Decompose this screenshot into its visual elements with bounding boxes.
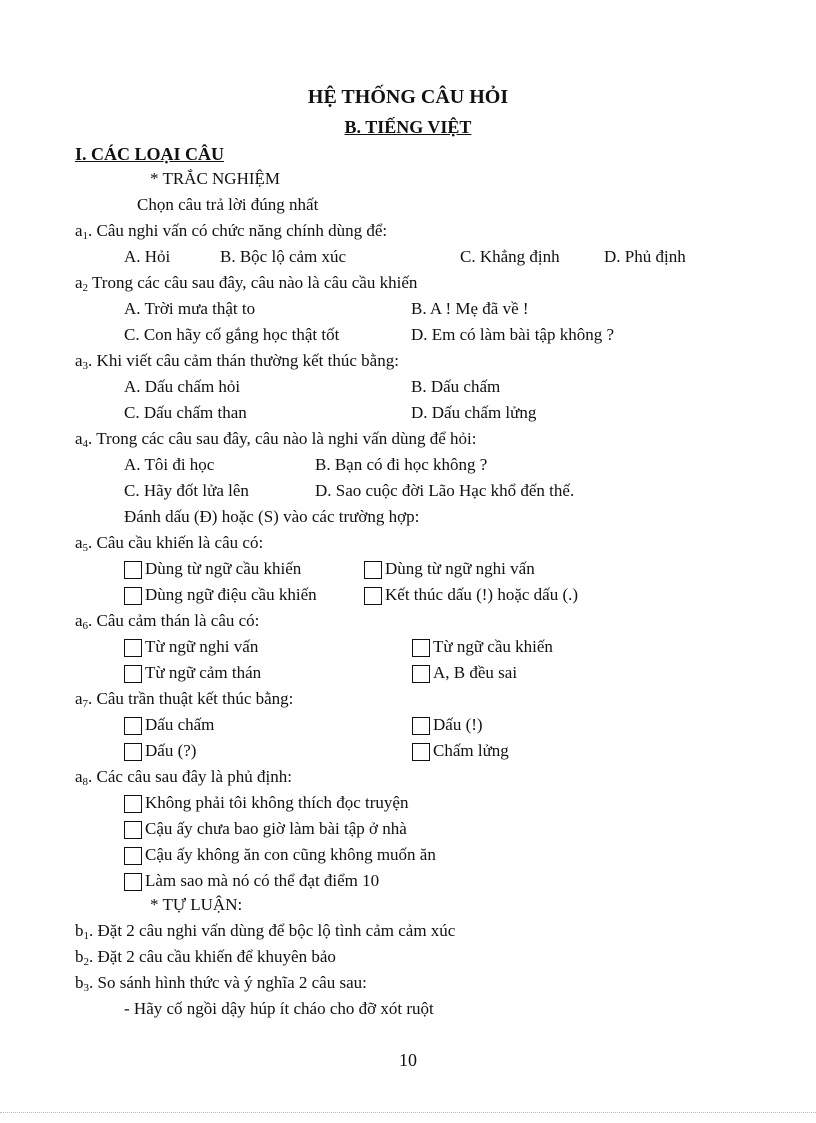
checkbox-a6-1[interactable] <box>124 639 142 657</box>
option-a8-2: Cậu ấy chưa bao giờ làm bài tập ở nhà <box>145 819 407 838</box>
question-text: . Câu nghi vấn có chức năng chính dùng để: <box>88 221 388 240</box>
question-label: b <box>75 947 84 966</box>
option-a1-c: C. Khẳng định <box>460 247 560 266</box>
option-a3-b: B. Dấu chấm <box>411 377 501 396</box>
option-a8-4: Làm sao mà nó có thể đạt điểm 10 <box>145 871 380 890</box>
question-text: Trong các câu sau đây, câu nào là câu cầu khiến <box>88 273 418 292</box>
option-a4-d: D. Sao cuộc đời Lão Hạc khổ đến thế. <box>315 481 575 500</box>
option-a2-d: D. Em có làm bài tập không ? <box>411 325 615 344</box>
option-a5-1: Dùng từ ngữ cầu khiến <box>145 559 302 578</box>
question-label: a <box>75 273 83 292</box>
question-label: b <box>75 921 84 940</box>
mark-instruction: Đánh dấu (Đ) hoặc (S) vào các trường hợp: <box>124 507 420 526</box>
checkbox-a7-3[interactable] <box>124 743 142 761</box>
question-index: 1 <box>82 230 89 242</box>
checkbox-a8-1[interactable] <box>124 795 142 813</box>
checkbox-a5-2[interactable] <box>364 561 382 579</box>
option-a1-a: A. Hỏi <box>124 247 171 266</box>
question-a6 <box>75 610 259 637</box>
question-b3 <box>75 972 367 999</box>
option-a1-d: D. Phủ định <box>604 247 686 266</box>
instruction: Chọn câu trả lời đúng nhất <box>137 195 319 214</box>
b3-sentence-1: - Hãy cố ngồi dậy húp ít cháo cho đỡ xót ruột <box>124 999 434 1018</box>
question-a1 <box>75 220 387 247</box>
question-index: 5 <box>82 542 89 554</box>
question-text: . Câu cảm thán là câu có: <box>88 611 260 630</box>
question-label: a <box>75 351 83 370</box>
option-a4-c: C. Hãy đốt lửa lên <box>124 481 249 500</box>
option-a6-1: Từ ngữ nghi vấn <box>145 637 259 656</box>
option-a4-a: A. Tôi đi học <box>124 455 215 474</box>
question-label: a <box>75 767 83 786</box>
option-a3-d: D. Dấu chấm lửng <box>411 403 537 422</box>
question-label: a <box>75 221 83 240</box>
checkbox-a5-1[interactable] <box>124 561 142 579</box>
question-index: 4 <box>82 438 89 450</box>
option-a5-2: Dùng từ ngữ nghi vấn <box>385 559 535 578</box>
checkbox-a7-1[interactable] <box>124 717 142 735</box>
question-a7 <box>75 688 293 715</box>
question-text: . Câu cầu khiến là câu có: <box>88 533 264 552</box>
checkbox-a6-2[interactable] <box>412 639 430 657</box>
question-a5 <box>75 532 263 559</box>
option-a2-c: C. Con hãy cố gắng học thật tốt <box>124 325 340 344</box>
question-index: 8 <box>82 776 89 788</box>
question-label: a <box>75 611 83 630</box>
checkbox-a5-3[interactable] <box>124 587 142 605</box>
question-label: b <box>75 973 84 992</box>
option-a4-b: B. Bạn có đi học không ? <box>315 455 488 474</box>
page-bottom-divider <box>0 1112 816 1113</box>
option-a7-1: Dấu chấm <box>145 715 215 734</box>
option-a3-a: A. Dấu chấm hỏi <box>124 377 241 396</box>
section-heading: I. CÁC LOẠI CÂU <box>75 144 225 164</box>
page-number: 10 <box>399 1050 417 1070</box>
question-text: . Câu trần thuật kết thúc bằng: <box>88 689 294 708</box>
question-text: . So sánh hình thức và ý nghĩa 2 câu sau: <box>89 973 367 992</box>
option-a5-4: Kết thúc dấu (!) hoặc dấu (.) <box>385 585 579 604</box>
checkbox-a8-2[interactable] <box>124 821 142 839</box>
question-index: 3 <box>82 360 89 372</box>
option-a8-3: Cậu ấy không ăn con cũng không muốn ăn <box>145 845 436 864</box>
question-a4 <box>75 428 476 455</box>
page-subtitle: B. TIẾNG VIỆT <box>344 117 472 137</box>
option-a7-3: Dấu (?) <box>145 741 197 760</box>
question-text: . Đặt 2 câu nghi vấn dùng để bộc lộ tình cảm cảm xúc <box>89 921 456 940</box>
checkbox-a5-4[interactable] <box>364 587 382 605</box>
question-a8 <box>75 766 292 793</box>
question-index: 7 <box>82 698 89 710</box>
checkbox-a6-4[interactable] <box>412 665 430 683</box>
checkbox-a7-2[interactable] <box>412 717 430 735</box>
question-index: 2 <box>82 282 89 294</box>
question-index: 3 <box>83 982 89 994</box>
question-index: 1 <box>83 930 89 942</box>
option-a7-2: Dấu (!) <box>433 715 483 734</box>
option-a6-4: A, B đều sai <box>433 663 518 682</box>
question-label: a <box>75 533 83 552</box>
option-a7-4: Chấm lửng <box>433 741 509 760</box>
checkbox-a6-3[interactable] <box>124 665 142 683</box>
checkbox-a8-3[interactable] <box>124 847 142 865</box>
question-index: 2 <box>83 956 89 968</box>
option-a8-1: Không phải tôi không thích đọc truyện <box>145 793 409 812</box>
question-text: . Khi viết câu cảm thán thường kết thúc bằng: <box>88 351 399 370</box>
option-a6-3: Từ ngữ cảm thán <box>145 663 262 682</box>
question-b1 <box>75 920 455 947</box>
option-a3-c: C. Dấu chấm than <box>124 403 247 422</box>
question-label: a <box>75 429 83 448</box>
question-label: a <box>75 689 83 708</box>
option-a1-b: B. Bộc lộ cảm xúc <box>220 247 347 266</box>
checkbox-a7-4[interactable] <box>412 743 430 761</box>
question-text: . Đặt 2 câu cầu khiến để khuyên bảo <box>89 947 336 966</box>
question-text: . Các câu sau đây là phủ định: <box>88 767 292 786</box>
option-a2-a: A. Trời mưa thật to <box>124 299 256 318</box>
question-text: . Trong các câu sau đây, câu nào là nghi vấn dùng để hỏi: <box>88 429 477 448</box>
question-a2 <box>75 272 417 299</box>
option-a6-2: Từ ngữ cầu khiến <box>433 637 553 656</box>
option-a2-b: B. A ! Mẹ đã về ! <box>411 299 529 318</box>
question-a3 <box>75 350 399 377</box>
option-a5-3: Dùng ngữ điệu cầu khiến <box>145 585 317 604</box>
page-title: HỆ THỐNG CÂU HỎI <box>307 86 509 108</box>
question-index: 6 <box>82 620 89 632</box>
tn-heading: * TRẮC NGHIỆM <box>150 169 281 188</box>
checkbox-a8-4[interactable] <box>124 873 142 891</box>
tl-heading: * TỰ LUẬN: <box>150 895 243 914</box>
question-b2 <box>75 946 336 973</box>
